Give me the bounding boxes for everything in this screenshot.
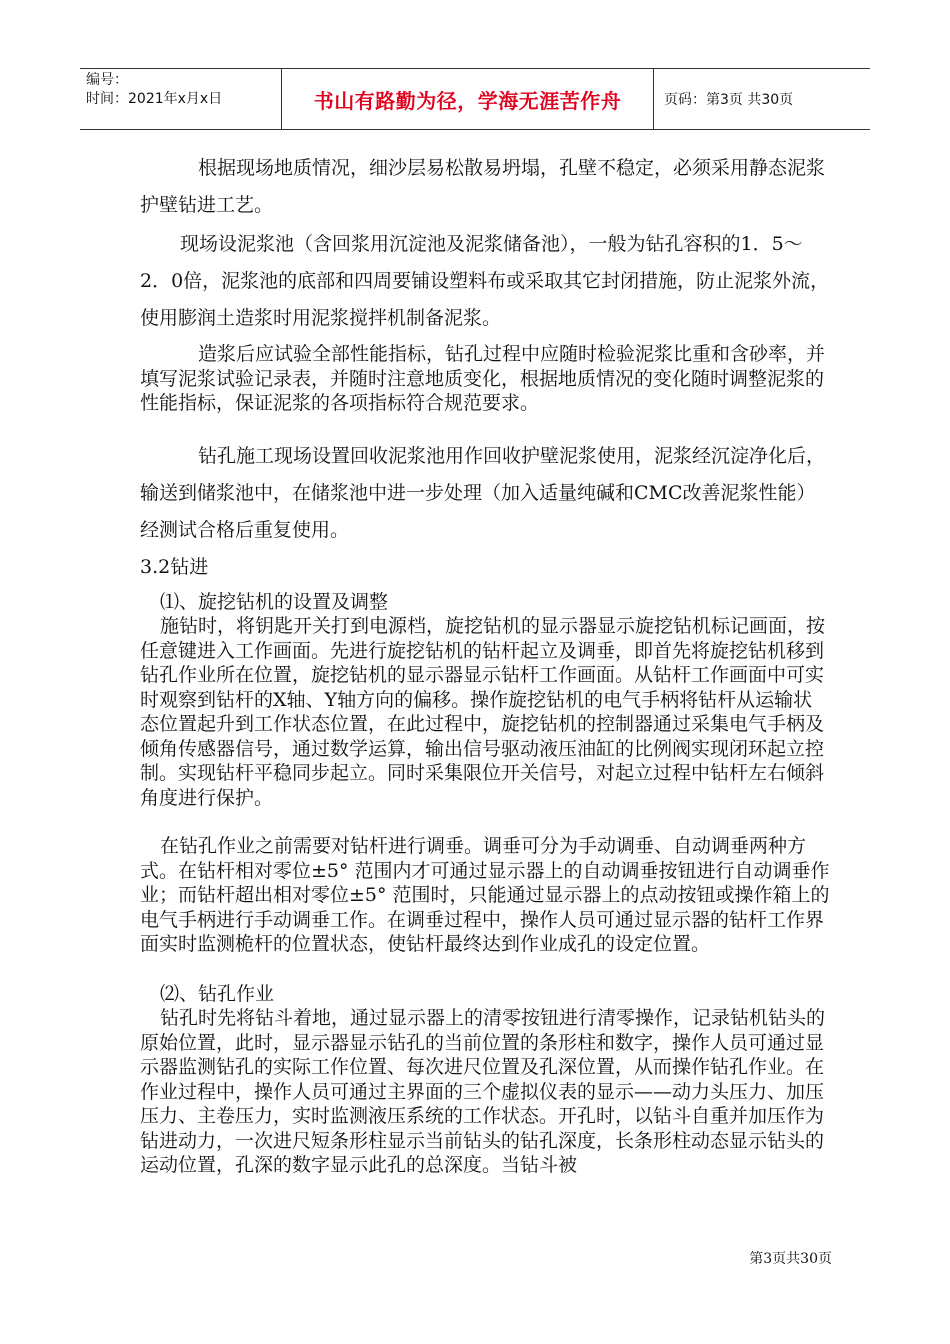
page-header xyxy=(80,68,870,130)
paragraph-mud-process: 根据现场地质情况，细沙层易松散易坍塌，孔壁不稳定，必须采用静态泥浆护壁钻进工艺。 xyxy=(140,157,826,216)
document-date: 时间：2021年x月x日 xyxy=(86,91,223,107)
header-page-info: 页码：第3页 共30页 xyxy=(664,92,794,108)
paragraph-drilling: 钻孔时先将钻斗着地，通过显示器上的清零按钮进行清零操作，记录钻机钻头的原始位置，此时，显示器显示钻孔的当前位置的条形柱和数字，操作人员可通过显示器监测钻孔的实际工作位置、每次进尺位置及孔深位置，从而操作钻孔作业。在作业过程中，操作人员可通过主界面的三个虚拟仪表的显示——动力头压力、加压压力、主卷压力，实时监测液压系统的工作状态。开孔时，以钻斗自重并加压作为钻进动力，一次进尺短条形柱显示当前钻头的钻孔深度，长条形柱动态显示钻头的运动位置，孔深的数字显示此孔的总深度。当钻斗被 xyxy=(140,1007,826,1176)
subheading-drilling: ⑵、钻孔作业 xyxy=(160,983,275,1005)
paragraph-mud-pool: 现场设泥浆池（含回浆用沉淀池及泥浆储备池），一般为钻孔容积的1．5～2．0倍，泥浆池的底部和四周要铺设塑料布或采取其它封闭措施，防止泥浆外流，使用膨润土造浆时用泥浆搅拌机制备泥浆。 xyxy=(140,233,830,329)
paragraph-mud-recycle: 钻孔施工现场设置回收泥浆池用作回收护壁泥浆使用，泥浆经沉淀净化后，输送到储浆池中，在储浆池中进一步处理（加入适量纯碱和CMC改善泥浆性能）经测试合格后重复使用。 xyxy=(140,445,826,541)
document-number-label: 编号： xyxy=(86,72,128,88)
section-heading: 3.2钻进 xyxy=(140,556,209,578)
header-meta xyxy=(80,69,282,129)
header-motto-cell xyxy=(282,69,654,129)
paragraph-mud-testing: 造浆后应试验全部性能指标，钻孔过程中应随时检验泥浆比重和含砂率，并填写泥浆试验记录表，并随时注意地质变化，根据地质情况的变化随时调整泥浆的性能指标，保证泥浆的各项指标符合规范要求。 xyxy=(140,343,826,414)
paragraph-rig-setup: 施钻时，将钥匙开关打到电源档，旋挖钻机的显示器显示旋挖钻机标记画面，按任意键进入工作画面。先进行旋挖钻机的钻杆起立及调垂，即首先将旋挖钻机移到钻孔作业所在位置，旋挖钻机的显示器显示钻杆工作画面。从钻杆工作画面中可实时观察到钻杆的X轴、Y轴方向的偏移。操作旋挖钻机的电气手柄将钻杆从运输状态位置起升到工作状态位置，在此过程中，旋挖钻机的控制器通过采集电气手柄及倾角传感器信号，通过数学运算，输出信号驱动液压油缸的比例阀实现闭环起立控制。实现钻杆平稳同步起立。同时采集限位开关信号，对起立过程中钻杆左右倾斜角度进行保护。 xyxy=(140,615,826,809)
page-footer: 第3页共30页 xyxy=(749,1251,832,1267)
header-motto: 书山有路勤为径，学海无涯苦作舟 xyxy=(313,88,622,113)
subheading-rig-setup: ⑴、旋挖钻机的设置及调整 xyxy=(160,591,389,613)
paragraph-vertical-adjust: 在钻孔作业之前需要对钻杆进行调垂。调垂可分为手动调垂、自动调垂两种方式。在钻杆相对零位±5° 范围内才可通过显示器上的自动调垂按钮进行自动调垂作业；而钻杆超出相对零位±5° 范围时，只能通过显示器上的点动按钮或操作箱上的电气手柄进行手动调垂工作。在调垂过程中，操作人员可通过显示器的钻杆工作界面实时监测桅杆的位置状态，使钻杆最终达到作业成孔的设定位置。 xyxy=(140,835,830,955)
